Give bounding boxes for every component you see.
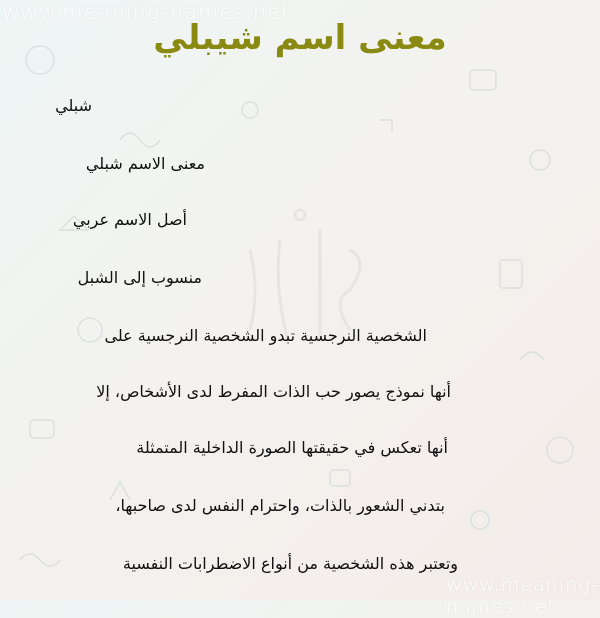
description-line: أنها نموذج يصور حب الذات المفرط لدى الأشخاص، إلا (96, 382, 451, 401)
watermark-top: www.meaning-names.net (2, 0, 291, 24)
description-line: أنها تعكس في حقيقتها الصورة الداخلية المتمثلة (136, 438, 448, 457)
origin-line: أصل الاسم عربي (72, 210, 187, 229)
watermark-bottom: www.meaning-names.net (446, 574, 600, 618)
name-line: شبلي (55, 96, 92, 115)
attribution-line: منسوب إلى الشبل (77, 268, 202, 287)
description-line: وتعتبر هذه الشخصية من أنواع الاضطرابات النفسية (122, 554, 458, 573)
description-line: الشخصية النرجسية تبدو الشخصية النرجسية على (104, 326, 427, 345)
description-line: بتدني الشعور بالذات، واحترام النفس لدى صاحبها، (115, 496, 445, 515)
page-title: معنى اسم شيبلي (153, 18, 447, 58)
meaning-line: معنى الاسم شبلي (85, 154, 205, 173)
